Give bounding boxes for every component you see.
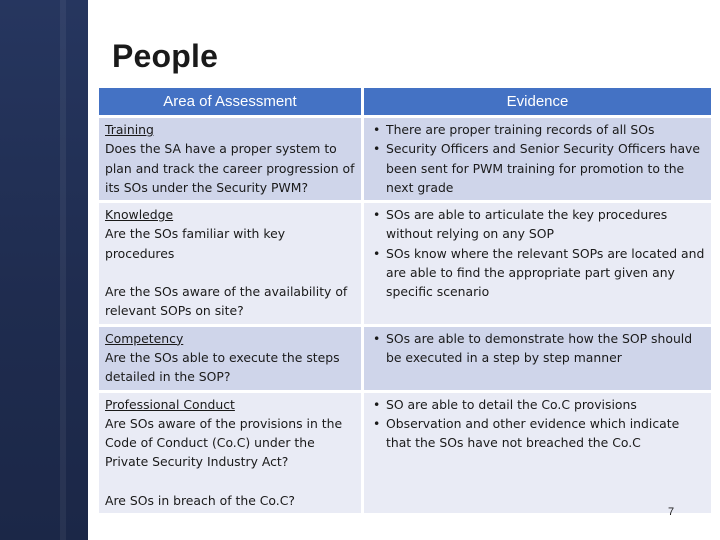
assessment-table — [99, 88, 711, 516]
area-question: Are SOs aware of the provisions in the Code of Conduct (Co.C) under the Private Security Industry Act? — [105, 415, 343, 470]
area-question: Are SOs in breach of the Co.C? — [105, 492, 295, 508]
evidence-list — [370, 205, 705, 301]
evidence-item: • SOs know where the relevant SOPs are located and are able to find the appropriate part given any specific scenario — [386, 244, 705, 302]
table-row — [99, 203, 711, 326]
area-question: Are the SOs able to execute the steps detailed in the SOP? — [105, 349, 340, 385]
evidence-cell — [364, 203, 711, 326]
evidence-list — [370, 120, 705, 197]
evidence-item: • Security Officers and Senior Security Officers have been sent for PWM training for promotion to the next grade — [386, 139, 705, 197]
paragraph-gap — [105, 472, 355, 491]
area-heading: Professional Conduct — [105, 396, 235, 412]
evidence-item: • SOs are able to articulate the key procedures without relying on any SOP — [386, 205, 705, 244]
header-area-of-assessment: Area of Assessment — [99, 88, 364, 118]
evidence-item: • Observation and other evidence which indicate that the SOs have not breached the Co.C — [386, 414, 705, 453]
area-heading: Knowledge — [105, 207, 174, 223]
table-row — [99, 118, 711, 203]
assessment-cell — [99, 118, 364, 203]
area-question: Are the SOs familiar with key procedures — [105, 226, 286, 261]
slide-title: People — [112, 38, 219, 74]
side-stripe — [60, 0, 66, 540]
evidence-item: • SO are able to detail the Co.C provisions — [386, 395, 705, 414]
evidence-cell — [364, 327, 711, 393]
assessment-cell — [99, 203, 364, 326]
assessment-cell — [99, 393, 364, 516]
area-heading: Training — [105, 122, 154, 137]
table-header-row — [99, 88, 711, 118]
evidence-item: • SOs are able to demonstrate how the SOP should be executed in a step by step manner — [386, 329, 705, 368]
evidence-list — [370, 395, 705, 453]
area-heading: Competency — [105, 330, 184, 346]
table-row — [99, 327, 711, 393]
table-row — [99, 393, 711, 516]
area-question: Are the SOs aware of the availability of relevant SOPs on site? — [105, 284, 348, 319]
assessment-cell — [99, 327, 364, 393]
evidence-item: • There are proper training records of all SOs — [386, 120, 705, 139]
side-decoration-bar — [0, 0, 88, 540]
page-number: 7 — [668, 506, 675, 518]
header-evidence: Evidence — [364, 88, 711, 118]
evidence-cell — [364, 393, 711, 516]
paragraph-gap — [105, 263, 355, 282]
evidence-list — [370, 329, 705, 368]
evidence-cell — [364, 118, 711, 203]
area-question: Does the SA have a proper system to plan and track the career progression of its SOs under the Security PWM? — [105, 141, 355, 195]
